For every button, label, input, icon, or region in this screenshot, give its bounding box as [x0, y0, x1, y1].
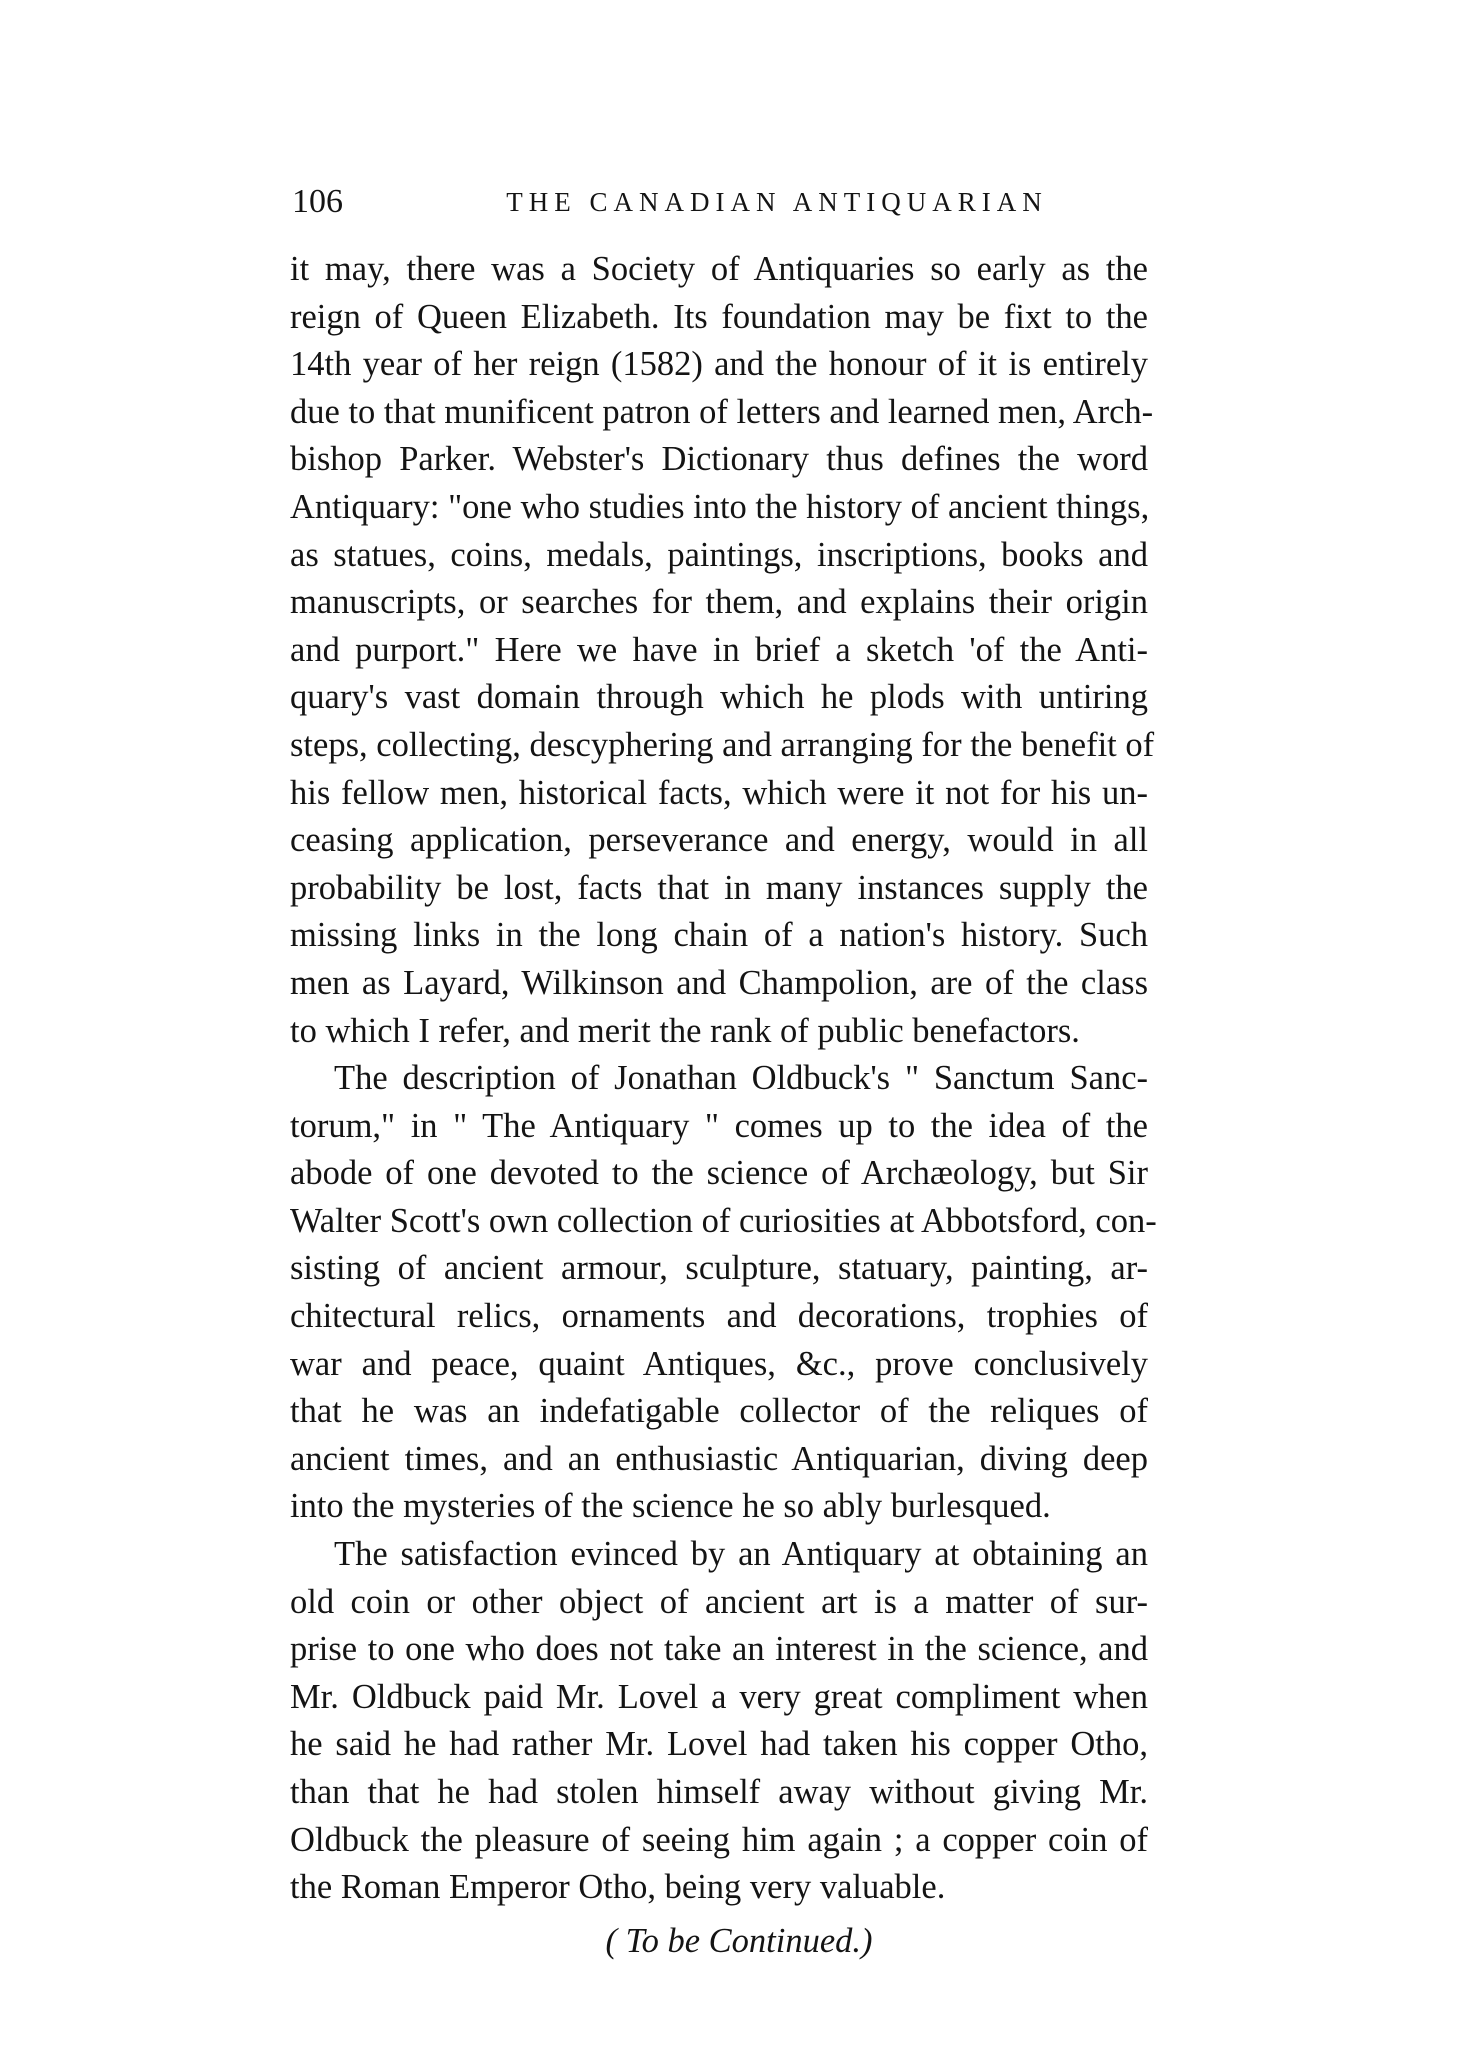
text-line: quary's vast domain through which he plods with untiring: [290, 678, 1148, 717]
text-line: manuscripts, or searches for them, and explains their origin: [290, 583, 1148, 622]
page-number: 106: [292, 183, 343, 220]
text-line: war and peace, quaint Antiques, &c., prove conclusively: [290, 1344, 1148, 1383]
text-line: The description of Jonathan Oldbuck's " Sanctum Sanc-: [334, 1059, 1148, 1098]
text-line: sisting of ancient armour, sculpture, statuary, painting, ar-: [290, 1249, 1148, 1288]
text-line: that he was an indefatigable collector of the reliques of: [290, 1392, 1148, 1431]
text-line: into the mysteries of the science he so ably burlesqued.: [290, 1487, 1051, 1526]
paragraph: [290, 246, 1155, 1055]
text-line: he said he had rather Mr. Lovel had taken his copper Otho,: [290, 1725, 1148, 1764]
text-line: abode of one devoted to the science of Archæology, but Sir: [290, 1154, 1148, 1193]
text-line: steps, collecting, descyphering and arranging for the benefit of: [290, 725, 1155, 764]
text-line: bishop Parker. Webster's Dictionary thus defines the word: [290, 440, 1148, 479]
text-line: and purport." Here we have in brief a sketch 'of the Anti-: [290, 630, 1148, 669]
text-line: ancient times, and an enthusiastic Antiquarian, diving deep: [290, 1439, 1148, 1478]
text-line: men as Layard, Wilkinson and Champolion, are of the class: [290, 963, 1148, 1002]
text-line: Antiquary: "one who studies into the history of ancient things,: [290, 487, 1150, 526]
text-line: than that he had stolen himself away without giving Mr.: [290, 1773, 1148, 1811]
to-be-continued-note: ( To be Continued.): [605, 1921, 873, 1960]
text-line: to which I refer, and merit the rank of public benefactors.: [290, 1011, 1080, 1050]
text-line: chitectural relics, ornaments and decorations, trophies of: [290, 1297, 1148, 1336]
text-line: reign of Queen Elizabeth. Its foundation may be fixt to the: [290, 297, 1148, 336]
body-text: [290, 246, 1157, 1965]
text-line: ceasing application, perseverance and energy, would in all: [290, 821, 1148, 860]
text-line: it may, there was a Society of Antiquaries so early as the: [290, 250, 1148, 288]
text-line: Walter Scott's own collection of curiosities at Abbotsford, con-: [290, 1201, 1157, 1240]
text-line: missing links in the long chain of a nation's history. Such: [290, 916, 1148, 955]
text-line: Oldbuck the pleasure of seeing him again ; a copper coin of: [290, 1820, 1148, 1859]
text-line: 14th year of her reign (1582) and the honour of it is entirely: [290, 345, 1148, 384]
text-line: the Roman Emperor Otho, being very valuable.: [290, 1868, 946, 1907]
text-line: old coin or other object of ancient art is a matter of sur-: [290, 1582, 1148, 1621]
text-line: The satisfaction evinced by an Antiquary at obtaining an: [334, 1535, 1148, 1574]
text-line: his fellow men, historical facts, which were it not for his un-: [290, 773, 1148, 812]
journal-title: THE CANADIAN ANTIQUARIAN: [506, 187, 1048, 217]
text-line: prise to one who does not take an interest in the science, and: [290, 1630, 1148, 1669]
text-line: due to that munificent patron of letters and learned men, Arch-: [290, 392, 1154, 431]
paragraph: [290, 1055, 1157, 1531]
text-line: probability be lost, facts that in many instances supply the: [290, 868, 1148, 907]
text-line: as statues, coins, medals, paintings, inscriptions, books and: [290, 535, 1148, 574]
text-line: Mr. Oldbuck paid Mr. Lovel a very great compliment when: [290, 1677, 1148, 1716]
running-head: [292, 172, 1142, 232]
paragraph: [290, 1531, 1148, 1912]
text-line: torum," in " The Antiquary " comes up to the idea of the: [290, 1106, 1148, 1145]
